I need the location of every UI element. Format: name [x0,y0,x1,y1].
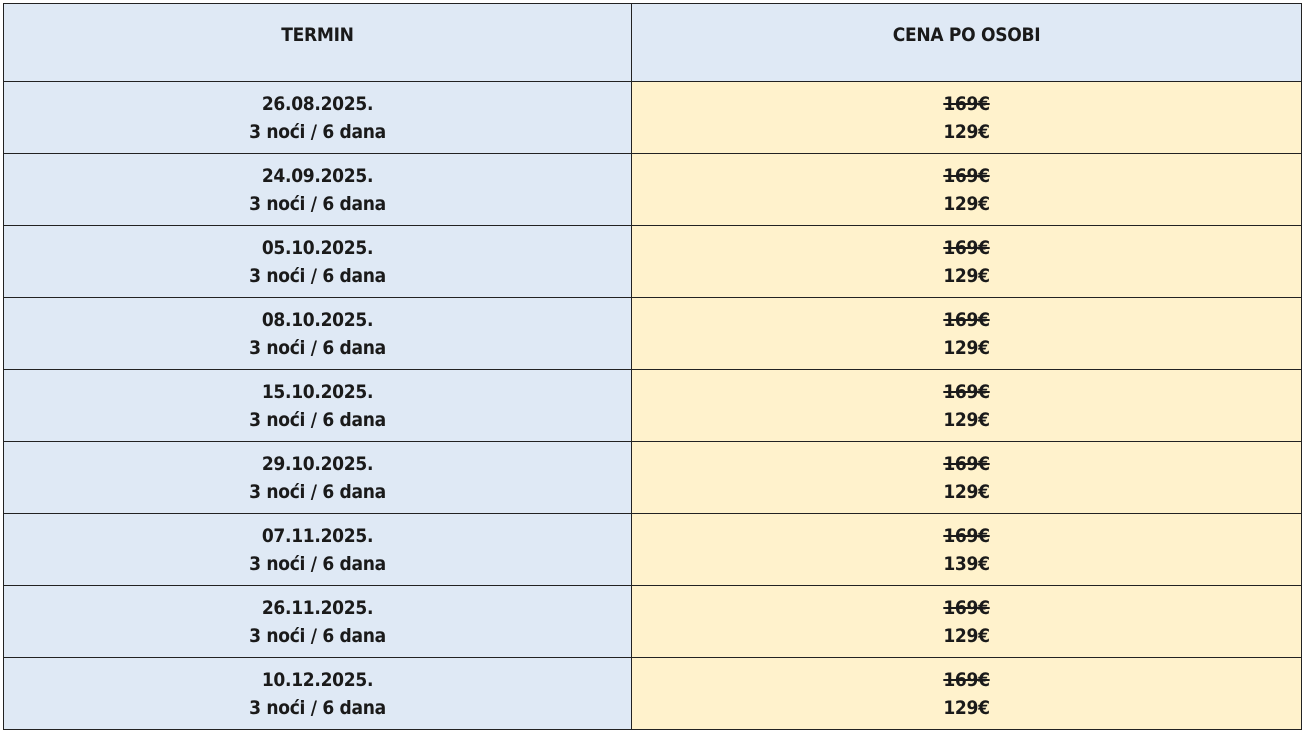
price-cell [632,370,1302,442]
header-cena-po-osobi: CENA PO OSOBI [632,4,1302,82]
table-row [4,154,1302,226]
term-cell [4,658,632,730]
table-row [4,442,1302,514]
term-cell [4,298,632,370]
table-header-row [4,4,1302,82]
table-row [4,226,1302,298]
price-cell [632,586,1302,658]
price-cell [632,154,1302,226]
term-cell [4,226,632,298]
term-date: 26.08.2025. [261,92,374,115]
table-row [4,586,1302,658]
term-cell [4,82,632,154]
new-price: 129€ [943,624,990,647]
term-duration: 3 noći / 6 dana [249,264,386,287]
old-price: 169€ [943,92,990,115]
term-date: 07.11.2025. [261,524,374,547]
old-price: 169€ [943,308,990,331]
new-price: 129€ [943,336,990,359]
table-row [4,298,1302,370]
table-row [4,82,1302,154]
term-date: 10.12.2025. [261,668,374,691]
old-price: 169€ [943,668,990,691]
header-termin: TERMIN [4,4,632,82]
new-price: 129€ [943,408,990,431]
term-duration: 3 noći / 6 dana [249,624,386,647]
term-date: 15.10.2025. [261,380,374,403]
term-duration: 3 noći / 6 dana [249,408,386,431]
term-duration: 3 noći / 6 dana [249,480,386,503]
term-duration: 3 noći / 6 dana [249,336,386,359]
old-price: 169€ [943,596,990,619]
term-date: 26.11.2025. [261,596,374,619]
old-price: 169€ [943,236,990,259]
term-date: 29.10.2025. [261,452,374,475]
new-price: 129€ [943,192,990,215]
price-cell [632,514,1302,586]
new-price: 129€ [943,120,990,143]
term-date: 08.10.2025. [261,308,374,331]
term-cell [4,442,632,514]
term-duration: 3 noći / 6 dana [249,192,386,215]
old-price: 169€ [943,524,990,547]
price-cell [632,298,1302,370]
price-table [3,3,1302,730]
new-price: 129€ [943,264,990,287]
table-row [4,658,1302,730]
price-table-container [3,3,1301,730]
old-price: 169€ [943,452,990,475]
term-cell [4,154,632,226]
term-duration: 3 noći / 6 dana [249,552,386,575]
term-cell [4,586,632,658]
term-duration: 3 noći / 6 dana [249,696,386,719]
new-price: 129€ [943,696,990,719]
table-row [4,514,1302,586]
term-cell [4,370,632,442]
term-duration: 3 noći / 6 dana [249,120,386,143]
new-price: 139€ [943,552,990,575]
price-cell [632,226,1302,298]
term-cell [4,514,632,586]
old-price: 169€ [943,164,990,187]
term-date: 24.09.2025. [261,164,374,187]
price-cell [632,442,1302,514]
term-date: 05.10.2025. [261,236,374,259]
table-row [4,370,1302,442]
price-cell [632,82,1302,154]
new-price: 129€ [943,480,990,503]
old-price: 169€ [943,380,990,403]
price-cell [632,658,1302,730]
